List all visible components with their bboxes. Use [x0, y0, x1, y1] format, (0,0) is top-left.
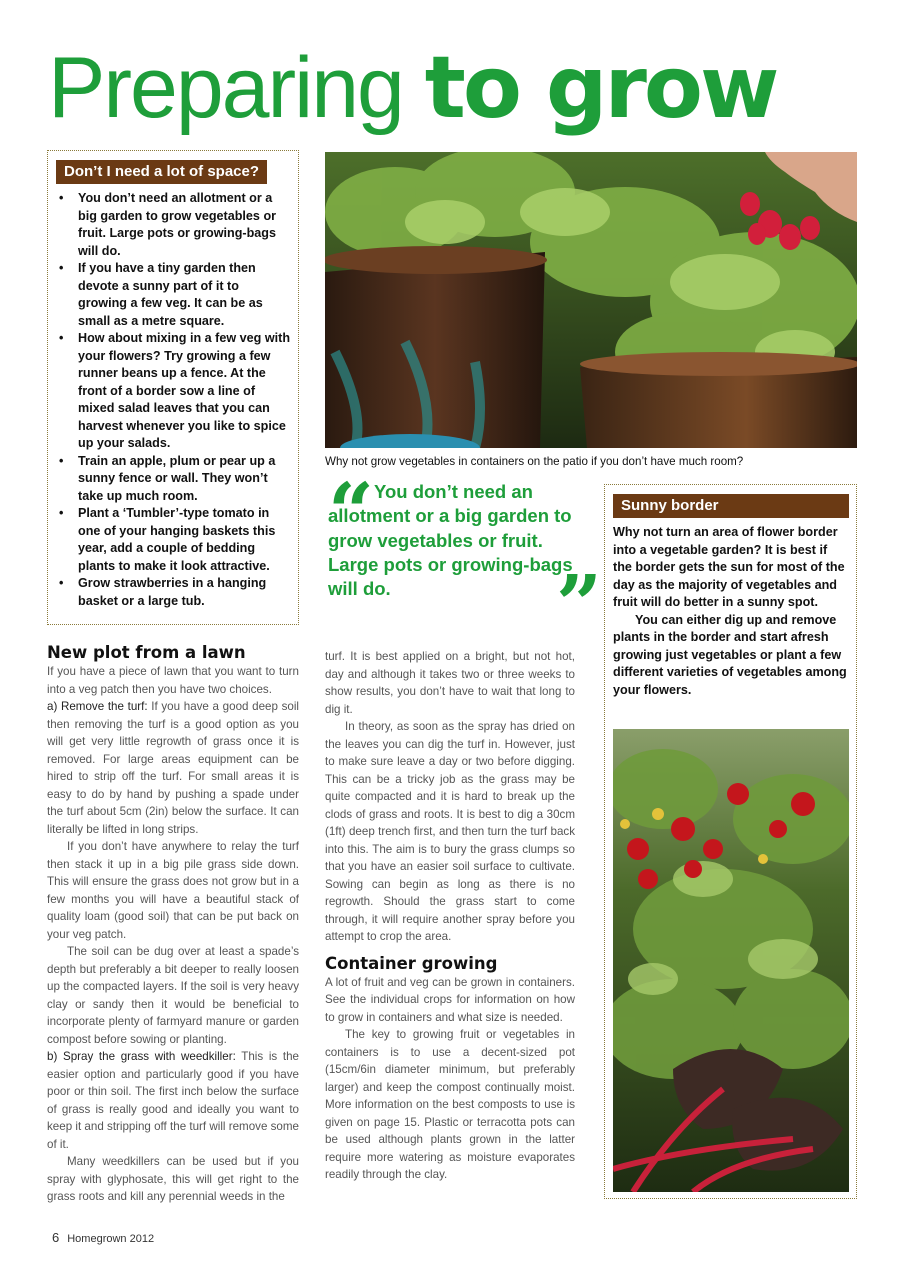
article-paragraph: If you don’t have anywhere to relay the turf then stack it up in a big pile grass side down. This will ensure the grass does not grow but in a few months you will have a beautiful stack of quality loam (good soil) that can be put back on your veg patch.	[47, 840, 299, 941]
list-item: • You don’t need an allotment or a big garden to grow vegetables or fruit. Large pots or growing-bags will do.	[56, 190, 290, 260]
open-quote-mark: “	[328, 465, 375, 559]
close-quote-mark: ”	[555, 557, 602, 651]
list-item: • Train an apple, plum or pear up a sunny fence or wall. They won’t take up much room.	[56, 453, 290, 506]
list-item: • If you have a tiny garden then devote a sunny part of it to growing a few veg. It can be as small as a metre square.	[56, 260, 290, 330]
article-paragraph: A lot of fruit and veg can be grown in containers. See the individual crops for information on how to grow in containers and what size is needed.	[325, 975, 575, 1024]
paragraph-body: This is the easier option and particularly good if you have poor or thin soil. The first inch below the surface of grass is really good and ideally you want to keep it and stripping off the turf will remove some of it.	[47, 1050, 299, 1151]
list-item: • Plant a ‘Tumbler’-type tomato in one of your hanging baskets this year, add a couple of bedding plants to make it look attractive.	[56, 505, 290, 575]
sunny-box-paragraph: Why not turn an area of flower border into a vegetable garden? It is best if the border gets the sun for most of the day as the majority of vegetables and fruit will do better in a sunny spot.	[613, 525, 845, 609]
sunny-box-paragraph: You can either dig up and remove plants in the border and start afresh growing just vegetables or plant a few different varieties of vegetables among your flowers.	[613, 612, 847, 697]
paragraph-lead: a) Remove the turf:	[47, 700, 148, 713]
containers-photo-illustration	[325, 152, 857, 448]
page-number: 6	[52, 1230, 60, 1245]
list-item: • Grow strawberries in a hanging basket or a large tub.	[56, 575, 290, 610]
space-sidebar-box	[47, 150, 299, 625]
flower-border-photo	[613, 729, 849, 1192]
article-paragraph: If you have a piece of lawn that you want to turn into a veg patch then you have two choices.	[47, 665, 299, 696]
page-title	[48, 40, 776, 136]
page-footer	[52, 1230, 154, 1245]
article-paragraph: turf. It is best applied on a bright, but not hot, day and although it takes two or three weeks to show results, you don’t have to wait that long to dig it.	[325, 650, 575, 716]
article-column-2	[325, 648, 575, 1184]
article-paragraph	[47, 1048, 299, 1153]
paragraph-lead: b) Spray the grass with weedkiller:	[47, 1050, 236, 1063]
containers-photo-caption: Why not grow vegetables in containers on the patio if you don’t have much room?	[325, 455, 744, 468]
paragraph-body: If you have a good deep soil then removing the turf is a good option as you will get very little regrowth of grass once it is removed. For large areas equipment can be hired to strip off the turf. For small areas it is easy to do by hand by pushing a spade under the turf about 5cm (2in) below the surface. It can literally be lifted in long strips.	[47, 700, 299, 836]
magazine-name: Homegrown 2012	[67, 1233, 155, 1245]
space-tips-list	[56, 190, 290, 610]
sunny-box-heading: Sunny border	[613, 494, 849, 518]
list-item: • How about mixing in a few veg with your flowers? Try growing a few runner beans up a fence. At the front of a border sow a line of mixed salad leaves that you can harvest whenever you like to spice up your salads.	[56, 330, 290, 453]
title-light: Preparing	[48, 40, 425, 136]
article-paragraph	[47, 698, 299, 838]
pull-quote-text: You don’t need an allotment or a big garden to grow vegetables or fruit. Large pots or growing-bags will do.	[328, 481, 573, 600]
containers-photo	[325, 152, 857, 448]
article-paragraph: In theory, as soon as the spray has dried on the leaves you can dig the turf in. However, just to make sure leave a day or two before digging. This can be a tricky job as the grass may be quite compacted and it is hard to break up the clods of grass and roots. It is best to dig a 30cm (1ft) deep trench first, and then turn the turf back into this. The aim is to bury the grass clumps so that you have an easier soil surface to cultivate. Sowing can begin as long as there is no regrowth. Should the grass start to come through, it will require another spray before you attempt to crop the area.	[325, 720, 575, 943]
title-bold: to grow	[424, 38, 777, 138]
article-paragraph: Many weedkillers can be used but if you spray with glyphosate, this will get right to the grass roots and kill any perennial weeds in the	[47, 1155, 299, 1203]
flower-border-photo-illustration	[613, 729, 849, 1192]
section-heading-container-growing: Container growing	[325, 953, 498, 973]
article-paragraph: The key to growing fruit or vegetables in containers is to use a decent-sized pot (15cm/6in diameter minimum, but preferably larger) and keep the compost continually moist. More information on the best composts to use is given on page 15. Plastic or terracotta pots can be used although plants grown in the latter require more watering as moisture evaporates readily through the clay.	[325, 1028, 575, 1181]
space-box-heading: Don’t I need a lot of space?	[56, 160, 267, 184]
pull-quote	[328, 465, 602, 651]
article-paragraph: The soil can be dug over at least a spade’s depth but preferably a bit deeper to really loosen up the compacted layers. If the soil is very heavy clay or sandy then it would be beneficial to incorporate plenty of farmyard manure or garden compost before sowing or planting.	[47, 945, 299, 1046]
section-heading-new-plot: New plot from a lawn	[47, 643, 246, 662]
article-column-1	[47, 643, 299, 1206]
